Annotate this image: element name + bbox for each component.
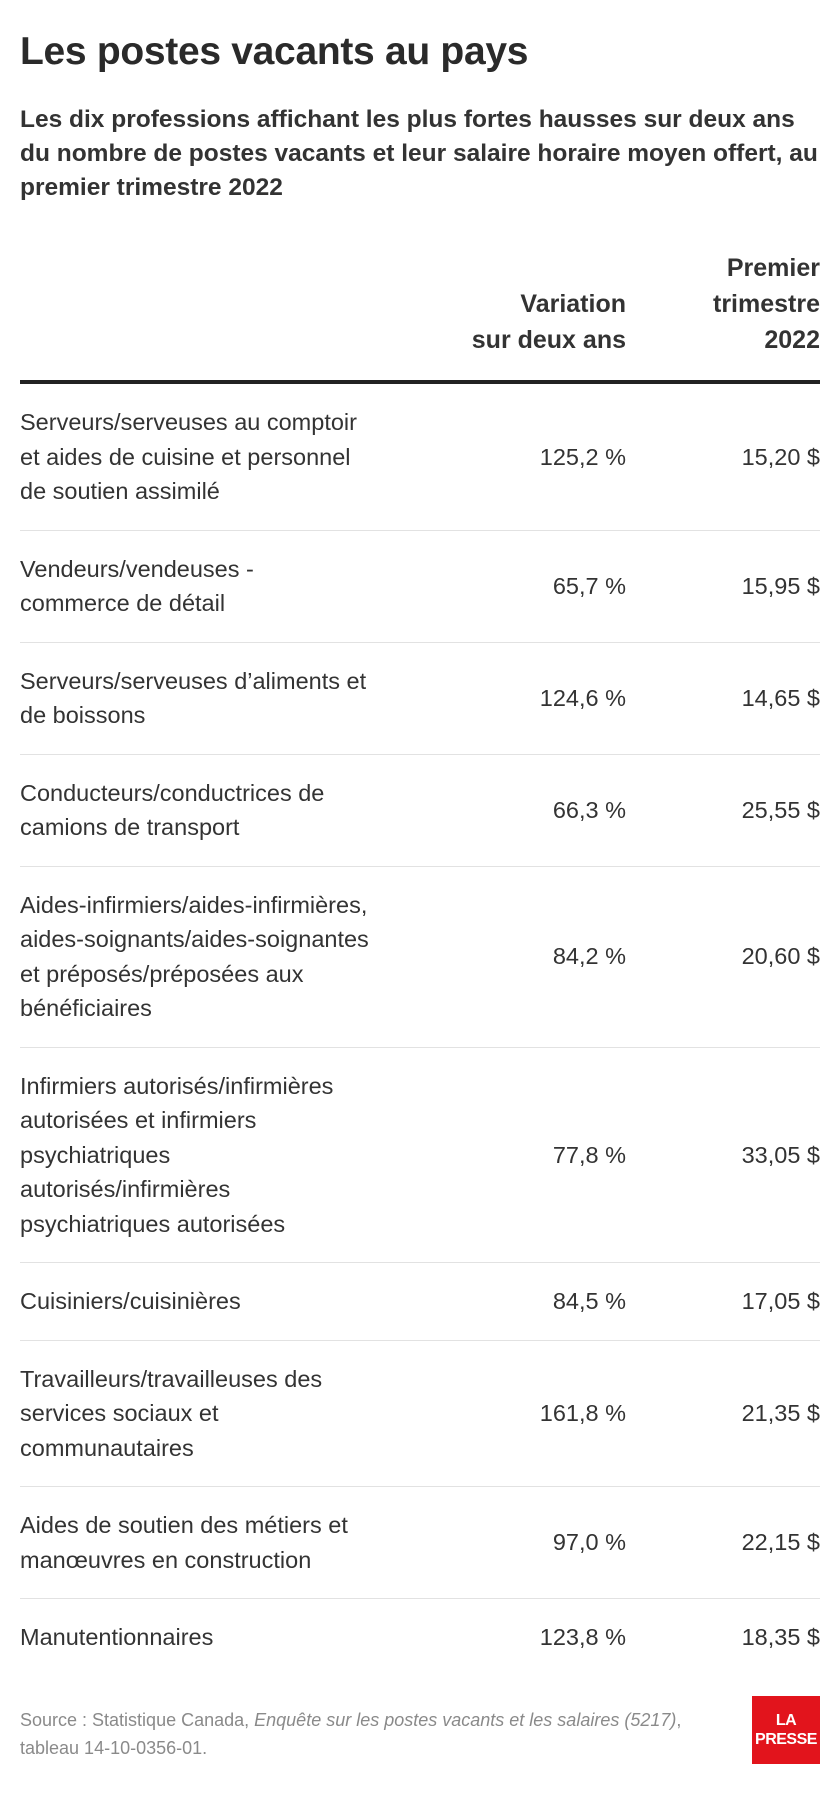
data-table: [20, 250, 820, 1676]
column-header-salary-line1: Premier: [726, 254, 820, 282]
variation-cell: 125,2 %: [390, 382, 626, 530]
salary-cell: 33,05 $: [626, 1047, 820, 1263]
table-row: [20, 1340, 820, 1487]
salary-cell: 15,95 $: [626, 530, 820, 642]
salary-cell: 15,20 $: [626, 382, 820, 530]
profession-cell: Infirmiers autorisés/infirmières autorisées et infirmiers psychiatriques autorisés/infirmières psychiatriques autorisées: [20, 1047, 390, 1263]
column-header-salary-line2: trimestre: [713, 290, 820, 318]
profession-cell: Serveurs/serveuses au comptoir et aides de cuisine et personnel de soutien assimilé: [20, 382, 390, 530]
table-row: [20, 1487, 820, 1599]
variation-cell: 123,8 %: [539, 1624, 626, 1650]
page-title: Les postes vacants au pays: [20, 30, 529, 73]
profession-cell: Aides de soutien des métiers et manœuvres en construction: [20, 1487, 390, 1599]
table-row: [20, 1599, 820, 1676]
variation-cell: 65,7 %: [390, 530, 626, 642]
table-header-row: [20, 250, 820, 382]
logo-line1: LA: [775, 1712, 797, 1729]
logo-line2: PRESSE: [755, 1731, 817, 1748]
variation-cell: 161,8 %: [390, 1340, 626, 1487]
table-row: [20, 1263, 820, 1341]
variation-cell: 84,5 %: [390, 1263, 626, 1341]
variation-cell: 97,0 %: [390, 1487, 626, 1599]
profession-cell: Serveurs/serveuses d’aliments et de boissons: [20, 642, 390, 754]
salary-cell: 21,35 $: [626, 1340, 820, 1487]
profession-cell: Vendeurs/vendeuses - commerce de détail: [20, 530, 390, 642]
salary-cell: 25,55 $: [626, 754, 820, 866]
source-suffix: , tableau 14-10-0356-01.: [20, 1710, 682, 1758]
source-prefix: Source : Statistique Canada,: [20, 1710, 255, 1730]
variation-cell: 66,3 %: [390, 754, 626, 866]
variation-cell: 124,6 %: [390, 642, 626, 754]
table-body: [20, 382, 820, 1676]
table-row: [20, 382, 820, 530]
la-presse-logo: [752, 1696, 820, 1764]
column-header-variation-line1: Variation: [520, 290, 626, 318]
profession-cell: Aides-infirmiers/aides-infirmières, aides-soignants/aides-soignantes et préposés/préposées aux bénéficiaires: [20, 866, 390, 1047]
variation-cell: 77,8 %: [390, 1047, 626, 1263]
profession-cell: Travailleurs/travailleuses des services sociaux et communautaires: [20, 1340, 390, 1487]
page-subtitle: Les dix professions affichant les plus fortes hausses sur deux ans du nombre de postes vacants et leur salaire horaire moyen offert, au premier trimestre 2022: [20, 106, 818, 201]
source-note: [20, 1706, 700, 1762]
salary-cell: 17,05 $: [626, 1263, 820, 1341]
table-row: [20, 1047, 820, 1263]
salary-cell: 22,15 $: [626, 1487, 820, 1599]
table-row: [20, 530, 820, 642]
column-header-salary-line3: 2022: [764, 326, 820, 354]
salary-cell: 14,65 $: [626, 642, 820, 754]
salary-cell: 18,35 $: [741, 1624, 820, 1650]
column-header-variation: [390, 250, 626, 382]
salary-cell: 20,60 $: [626, 866, 820, 1047]
source-title: Enquête sur les postes vacants et les salaires (5217): [254, 1710, 677, 1730]
column-header-salary: [626, 250, 820, 382]
table-row: [20, 642, 820, 754]
column-header-profession: [20, 250, 390, 382]
column-header-variation-line2: sur deux ans: [471, 326, 626, 354]
profession-cell: Conducteurs/conductrices de camions de transport: [20, 754, 390, 866]
table-row: [20, 866, 820, 1047]
profession-cell: Cuisiniers/cuisinières: [20, 1263, 390, 1341]
table-row: [20, 754, 820, 866]
profession-cell: Manutentionnaires: [20, 1624, 214, 1650]
variation-cell: 84,2 %: [390, 866, 626, 1047]
